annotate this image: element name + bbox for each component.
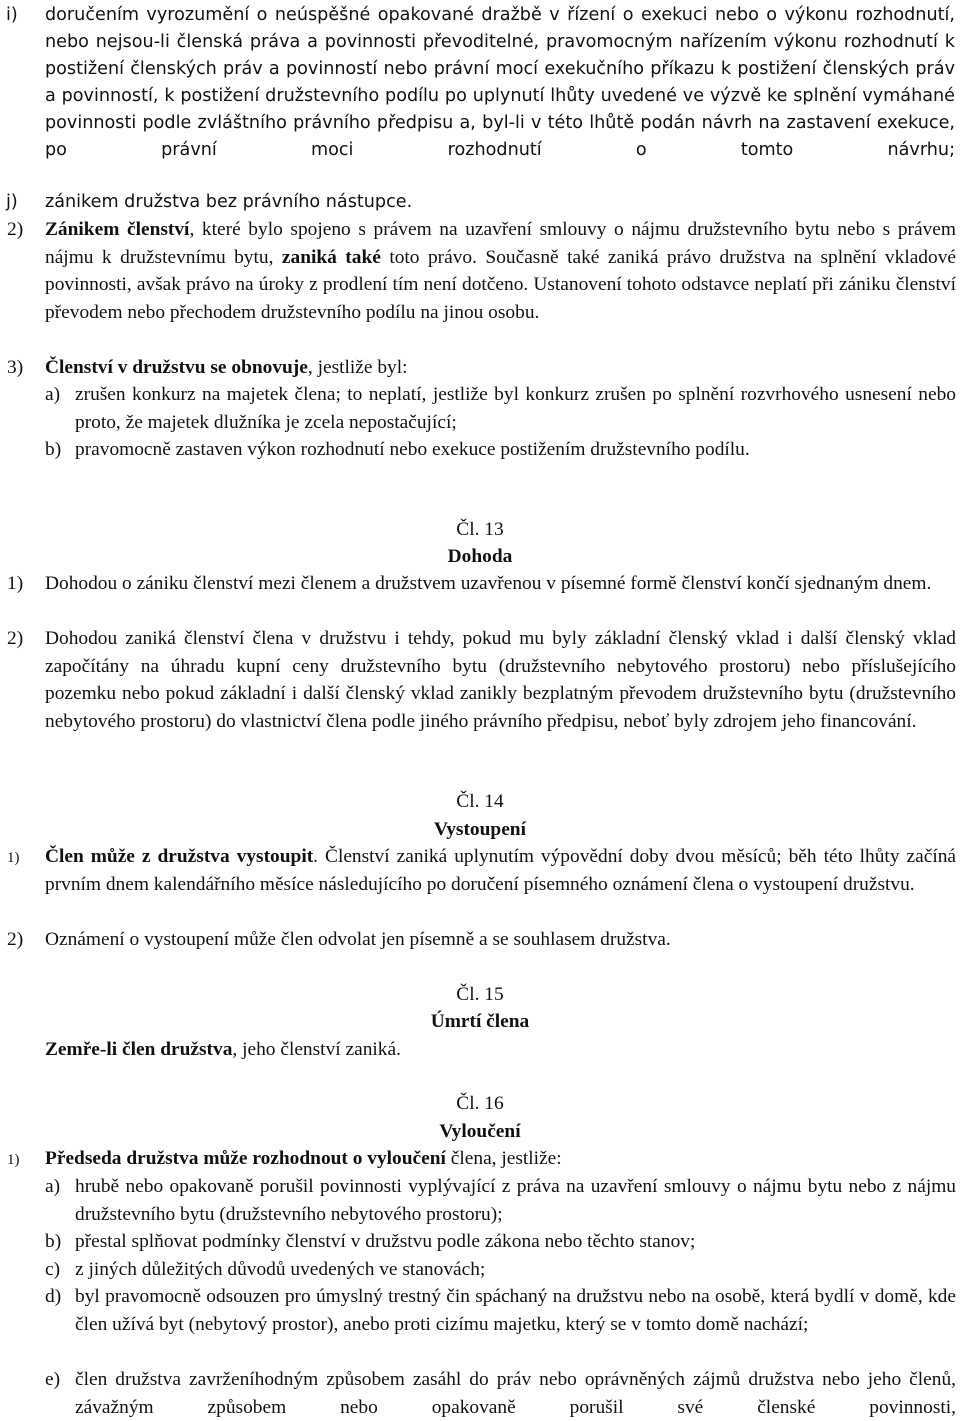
paragraph-2-text2: toto právo. Současně také zaniká právo družstva na splnění vkladové povinnosti, avšak právo na úroky z prodlení tím není dotčeno. Ustanovení tohoto odstavce neplatí při zániku členství převodem nebo přechodem družstevního podílu na jinou osobu. (45, 246, 957, 324)
article-16-item-e-label: e) (45, 1369, 61, 1390)
paragraph-3-item-a-text: zrušen konkurz na majetek člena; to neplatí, jestliže byl konkurz zrušen po splnění rozvrhového usnesení nebo proto, že majetek dlužníka je zcela nepostačující; (75, 384, 956, 433)
paragraph-3-bold: Členství v družstvu se obnovuje (45, 357, 308, 378)
article-16-p1-bold: Předseda družstva může rozhodnout o vyloučení (45, 1148, 446, 1169)
paragraph-3-item-b-text: pravomocně zastaven výkon rozhodnutí nebo exekuce postižením družstevního podílu. (75, 439, 750, 460)
paragraph-3-number: 3) (7, 357, 24, 378)
article-15-rest: , jeho členství zaniká. (232, 1039, 401, 1060)
article-16-p1-text (45, 1145, 562, 1173)
paragraph-3-intro (45, 354, 408, 382)
paragraph-3-item-a-label: a) (45, 384, 61, 405)
article-13-heading: Čl. 13 (456, 519, 504, 540)
article-14-p1-bold: Člen může z družstva vystoupit (45, 846, 314, 867)
article-15-title: Úmrtí člena (430, 1011, 530, 1032)
article-16-item-a-text: hrubě nebo opakovaně porušil povinnosti vyplývající z práva na uzavření smlouvy o nájmu bytu nebo z nájmu družstevního bytu (družstevního nebytového prostoru); (75, 1176, 956, 1225)
article-16-item-b-text: přestal splňovat podmínky členství v družstvu podle zákona nebo těchto stanov; (75, 1231, 696, 1252)
article-14-p1-number: 1) (7, 850, 20, 866)
item-j-label: j) (6, 192, 18, 212)
article-15-text (45, 1036, 401, 1064)
article-16-item-a-label: a) (45, 1176, 61, 1197)
paragraph-2-text (45, 216, 956, 327)
article-16-item-c-label: c) (45, 1259, 61, 1280)
paragraph-2-text1: , které bylo spojeno s právem na uzavření smlouvy o nájmu družstevního bytu nebo s právem nájmu k družstevnímu bytu, (45, 219, 956, 268)
article-14-p2-text: Oznámení o vystoupení může člen odvolat jen písemně a se souhlasem družstva. (45, 929, 671, 950)
item-i-text-content: doručením vyrozumění o neúspěšné opakované dražbě v řízení o exekuci nebo o výkonu rozhodnutí, nebo nejsou-li členská práva a povinnosti převoditelné, pravomocným nařízením výkonu rozhodnutí k postižení členských práv a povinností nebo právní mocí exekučního příkazu k postižení členských práv a povinností, k postižení družstevního podílu po uplynutí lhůty uvedené ve výzvě ke splnění vymáhané povinnosti podle zvláštního právního předpisu a, byl-li v této lhůtě podán návrh na zastavení exekuce, po právní moci rozhodnutí o tomto návrhu; (45, 5, 955, 160)
article-13-title: Dohoda (447, 546, 513, 567)
article-14-title: Vystoupení (434, 819, 526, 840)
article-14-p1-rest: . Členství zaniká uplynutím výpovědní doby dvou měsíců; běh této lhůty začíná prvním dnem kalendářního měsíce následujícího po doručení písemného oznámení člena o vystoupení družstvu. (45, 846, 957, 895)
article-15-bold: Zemře-li člen družstva (45, 1039, 233, 1060)
item-j-text: zánikem družstva bez právního nástupce. (45, 192, 413, 212)
article-16-item-d-text: byl pravomocně odsouzen pro úmyslný trestný čin spáchaný na družstvu nebo na osobě, která bydlí v domě, kde člen užívá byt (nebytový prostor), anebo proti cizímu majetku, který se v tomto domě nachází; (75, 1286, 956, 1335)
paragraph-2-number: 2) (7, 219, 24, 240)
article-13-p2-text: Dohodou zaniká členství člena v družstvu i tehdy, pokud mu byly základní členský vklad i další členský vklad započítány na úhradu kupní ceny družstevního bytu (družstevního nebytového prostoru) nebo příslušejícího pozemku nebo pokud základní i další členský vklad zanikly bezplatným převodem družstevního bytu (družstevního nebytového prostoru) do vlastnictví člena podle jiného právního předpisu, neboť byly zdrojem jeho financování. (45, 628, 956, 733)
article-13-p1-number: 1) (7, 573, 24, 594)
paragraph-2-bold2: zaniká také (281, 246, 381, 268)
article-16-item-d-label: d) (45, 1286, 62, 1307)
article-14-heading: Čl. 14 (456, 791, 504, 812)
article-16-p1-rest: člena, jestliže: (445, 1148, 562, 1169)
article-13-p1-text: Dohodou o zániku členství mezi členem a družstvem uzavřenou v písemné formě členství končí sjednaným dnem. (45, 573, 932, 594)
paragraph-2-bold1: Zánikem členství (45, 219, 190, 240)
article-16-item-b-label: b) (45, 1231, 62, 1252)
article-14-p2-number: 2) (7, 929, 24, 950)
article-14-p1-text (45, 843, 956, 898)
article-15-heading: Čl. 15 (456, 984, 504, 1005)
paragraph-3-intro-text: , jestliže byl: (307, 357, 408, 378)
article-16-title: Vyloučení (439, 1121, 521, 1142)
item-i-label: i) (6, 5, 18, 25)
paragraph-3-item-b-label: b) (45, 439, 62, 460)
article-16-item-e-text: člen družstva zavrženíhodným způsobem zasáhl do práv nebo oprávněných zájmů družstva nebo jeho členů, závažným způsobem nebo opakovaně porušil své členské povinnosti, (75, 1369, 956, 1418)
article-16-p1-number: 1) (7, 1152, 20, 1168)
article-16-item-c-text: z jiných důležitých důvodů uvedených ve stanovách; (75, 1259, 486, 1280)
item-i-text (45, 2, 955, 164)
article-13-p2-number: 2) (7, 628, 24, 649)
article-16-heading: Čl. 16 (456, 1093, 504, 1114)
